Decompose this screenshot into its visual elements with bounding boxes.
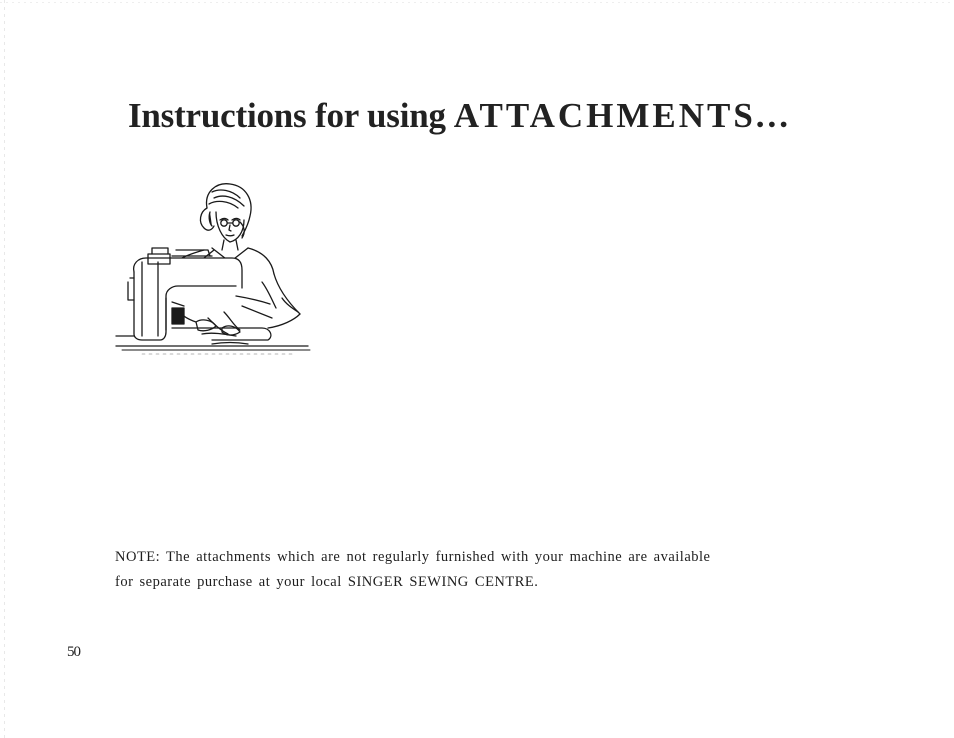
scan-edge-top xyxy=(0,2,954,3)
page-title xyxy=(128,98,791,133)
note-line-1: NOTE: The attachments which are not regularly furnished with your machine are available xyxy=(115,549,711,565)
note-line-2: for separate purchase at your local SINGER SEWING CENTRE. xyxy=(115,574,539,590)
attachments-note xyxy=(115,545,855,595)
scan-edge-left xyxy=(4,0,5,738)
page-number: 50 xyxy=(67,644,80,660)
page-title-lead: Instructions for using xyxy=(128,96,446,135)
page-title-main: ATTACHMENTS... xyxy=(453,96,792,135)
sewing-woman-illustration xyxy=(112,178,312,360)
